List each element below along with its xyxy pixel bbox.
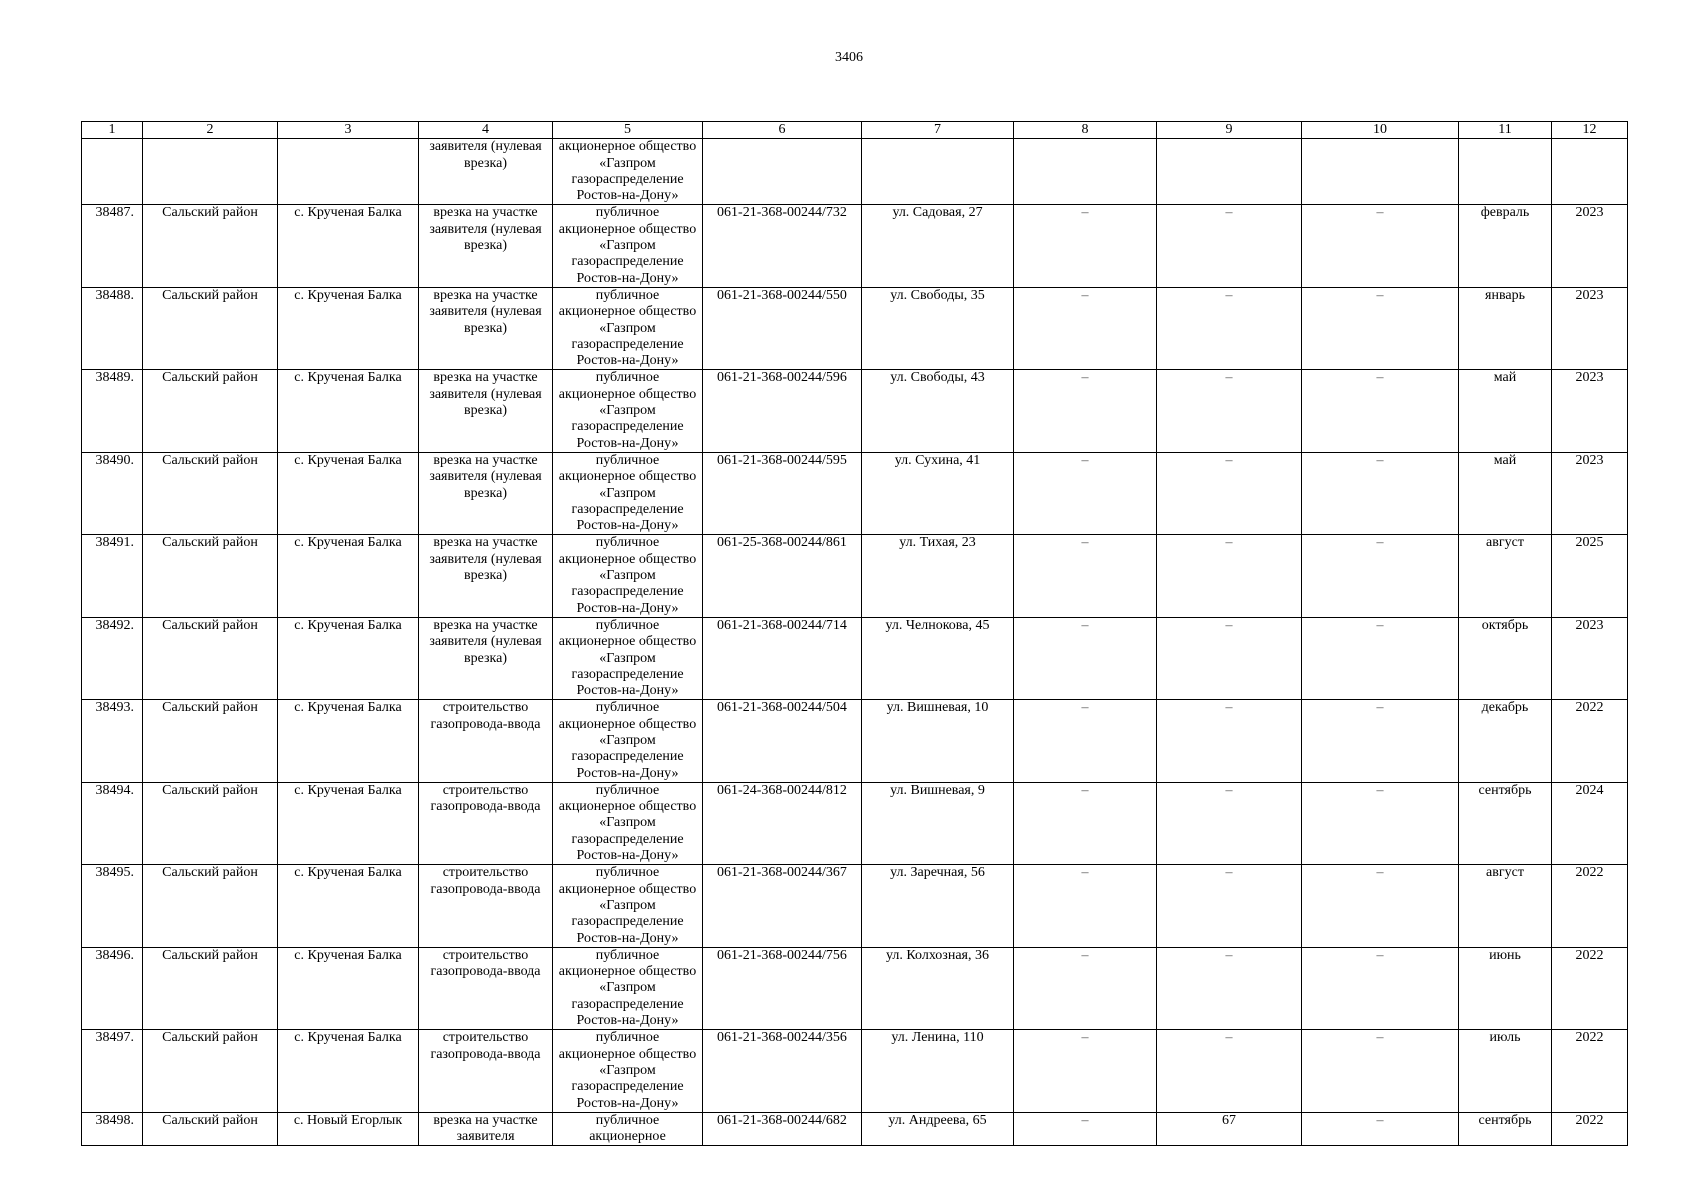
- cell-month: [1459, 139, 1552, 205]
- cell-work-type: врезка на участке заявителя: [419, 1112, 553, 1146]
- cell-col-9: –: [1157, 205, 1302, 287]
- cell-year: 2023: [1552, 452, 1628, 534]
- cell-year: 2023: [1552, 370, 1628, 452]
- cell-organization: акционерное общество «Газпром газораспределение Ростов-на-Дону»: [553, 139, 703, 205]
- cell-address: ул. Челнокова, 45: [862, 617, 1014, 699]
- cell-work-type: врезка на участке заявителя (нулевая врезка): [419, 617, 553, 699]
- cell-organization: публичное акционерное общество «Газпром газораспределение Ростов-на-Дону»: [553, 1030, 703, 1112]
- column-header-6: 6: [703, 122, 862, 139]
- cell-address: ул. Андреева, 65: [862, 1112, 1014, 1146]
- cell-col-8: –: [1014, 947, 1157, 1029]
- cell-year: 2022: [1552, 865, 1628, 947]
- table-row: [82, 287, 1628, 369]
- cell-row-number: 38492.: [82, 617, 143, 699]
- cell-col-8: –: [1014, 287, 1157, 369]
- cell-col-10: –: [1302, 1030, 1459, 1112]
- cell-contract-number: 061-21-368-00244/356: [703, 1030, 862, 1112]
- cell-col-8: –: [1014, 700, 1157, 782]
- cell-col-10: [1302, 139, 1459, 205]
- column-header-2: 2: [143, 122, 278, 139]
- cell-organization: публичное акционерное общество «Газпром газораспределение Ростов-на-Дону»: [553, 370, 703, 452]
- cell-address: ул. Колхозная, 36: [862, 947, 1014, 1029]
- cell-work-type: врезка на участке заявителя (нулевая врезка): [419, 287, 553, 369]
- cell-settlement: с. Крученая Балка: [278, 205, 419, 287]
- cell-month: июнь: [1459, 947, 1552, 1029]
- table-row: [82, 782, 1628, 864]
- cell-col-8: –: [1014, 865, 1157, 947]
- cell-work-type: строительство газопровода-ввода: [419, 782, 553, 864]
- cell-address: ул. Заречная, 56: [862, 865, 1014, 947]
- column-header-3: 3: [278, 122, 419, 139]
- cell-month: май: [1459, 452, 1552, 534]
- column-header-4: 4: [419, 122, 553, 139]
- cell-col-8: –: [1014, 617, 1157, 699]
- cell-col-9: –: [1157, 1030, 1302, 1112]
- cell-year: 2022: [1552, 1112, 1628, 1146]
- cell-col-9: –: [1157, 287, 1302, 369]
- cell-month: июль: [1459, 1030, 1552, 1112]
- cell-organization: публичное акционерное: [553, 1112, 703, 1146]
- table-row: [82, 617, 1628, 699]
- cell-organization: публичное акционерное общество «Газпром газораспределение Ростов-на-Дону»: [553, 617, 703, 699]
- column-header-8: 8: [1014, 122, 1157, 139]
- cell-settlement: с. Крученая Балка: [278, 370, 419, 452]
- cell-contract-number: 061-21-368-00244/504: [703, 700, 862, 782]
- cell-district: [143, 139, 278, 205]
- cell-district: Сальский район: [143, 782, 278, 864]
- cell-address: ул. Вишневая, 10: [862, 700, 1014, 782]
- cell-col-10: –: [1302, 947, 1459, 1029]
- cell-contract-number: 061-21-368-00244/732: [703, 205, 862, 287]
- cell-col-10: –: [1302, 782, 1459, 864]
- cell-col-9: –: [1157, 947, 1302, 1029]
- cell-col-8: –: [1014, 535, 1157, 617]
- cell-col-10: –: [1302, 700, 1459, 782]
- table-row: [82, 370, 1628, 452]
- cell-district: Сальский район: [143, 1112, 278, 1146]
- cell-month: декабрь: [1459, 700, 1552, 782]
- cell-settlement: с. Крученая Балка: [278, 782, 419, 864]
- cell-col-8: –: [1014, 782, 1157, 864]
- cell-row-number: [82, 139, 143, 205]
- cell-row-number: 38495.: [82, 865, 143, 947]
- cell-contract-number: 061-21-368-00244/756: [703, 947, 862, 1029]
- cell-month: август: [1459, 865, 1552, 947]
- cell-row-number: 38487.: [82, 205, 143, 287]
- cell-district: Сальский район: [143, 700, 278, 782]
- cell-col-8: –: [1014, 1030, 1157, 1112]
- cell-address: ул. Свободы, 43: [862, 370, 1014, 452]
- cell-work-type: строительство газопровода-ввода: [419, 947, 553, 1029]
- cell-col-10: –: [1302, 1112, 1459, 1146]
- page-number: 3406: [835, 50, 863, 65]
- cell-year: 2025: [1552, 535, 1628, 617]
- cell-col-8: –: [1014, 205, 1157, 287]
- cell-col-10: –: [1302, 205, 1459, 287]
- cell-month: октябрь: [1459, 617, 1552, 699]
- table-row: [82, 1030, 1628, 1112]
- cell-col-10: –: [1302, 452, 1459, 534]
- cell-settlement: с. Крученая Балка: [278, 452, 419, 534]
- cell-row-number: 38489.: [82, 370, 143, 452]
- cell-organization: публичное акционерное общество «Газпром газораспределение Ростов-на-Дону»: [553, 452, 703, 534]
- cell-month: август: [1459, 535, 1552, 617]
- cell-col-9: –: [1157, 535, 1302, 617]
- table-row: [82, 452, 1628, 534]
- cell-organization: публичное акционерное общество «Газпром газораспределение Ростов-на-Дону»: [553, 947, 703, 1029]
- column-header-1: 1: [82, 122, 143, 139]
- cell-address: ул. Сухина, 41: [862, 452, 1014, 534]
- column-header-5: 5: [553, 122, 703, 139]
- cell-col-10: –: [1302, 535, 1459, 617]
- cell-col-8: –: [1014, 370, 1157, 452]
- cell-district: Сальский район: [143, 287, 278, 369]
- cell-district: Сальский район: [143, 370, 278, 452]
- cell-col-9: –: [1157, 700, 1302, 782]
- cell-col-9: [1157, 139, 1302, 205]
- table-row: [82, 205, 1628, 287]
- header-row: [82, 122, 1628, 139]
- cell-month: февраль: [1459, 205, 1552, 287]
- cell-contract-number: 061-21-368-00244/367: [703, 865, 862, 947]
- column-header-12: 12: [1552, 122, 1628, 139]
- cell-organization: публичное акционерное общество «Газпром газораспределение Ростов-на-Дону»: [553, 700, 703, 782]
- cell-month: сентябрь: [1459, 1112, 1552, 1146]
- cell-settlement: с. Крученая Балка: [278, 865, 419, 947]
- cell-col-10: –: [1302, 617, 1459, 699]
- cell-address: [862, 139, 1014, 205]
- cell-settlement: с. Крученая Балка: [278, 287, 419, 369]
- cell-organization: публичное акционерное общество «Газпром газораспределение Ростов-на-Дону»: [553, 205, 703, 287]
- cell-address: ул. Ленина, 110: [862, 1030, 1014, 1112]
- column-header-7: 7: [862, 122, 1014, 139]
- cell-work-type: строительство газопровода-ввода: [419, 700, 553, 782]
- cell-col-9: –: [1157, 452, 1302, 534]
- cell-col-9: –: [1157, 370, 1302, 452]
- cell-organization: публичное акционерное общество «Газпром газораспределение Ростов-на-Дону»: [553, 535, 703, 617]
- cell-year: 2024: [1552, 782, 1628, 864]
- cell-work-type: строительство газопровода-ввода: [419, 1030, 553, 1112]
- cell-col-8: [1014, 139, 1157, 205]
- cell-contract-number: 061-21-368-00244/595: [703, 452, 862, 534]
- cell-district: Сальский район: [143, 535, 278, 617]
- cell-settlement: с. Новый Егорлык: [278, 1112, 419, 1146]
- cell-col-9: –: [1157, 782, 1302, 864]
- column-header-11: 11: [1459, 122, 1552, 139]
- table-row: [82, 865, 1628, 947]
- cell-district: Сальский район: [143, 865, 278, 947]
- cell-work-type: врезка на участке заявителя (нулевая врезка): [419, 535, 553, 617]
- cell-settlement: с. Крученая Балка: [278, 947, 419, 1029]
- cell-col-10: –: [1302, 287, 1459, 369]
- cell-col-8: –: [1014, 1112, 1157, 1146]
- cell-col-8: –: [1014, 452, 1157, 534]
- cell-work-type: строительство газопровода-ввода: [419, 865, 553, 947]
- cell-row-number: 38498.: [82, 1112, 143, 1146]
- cell-work-type: заявителя (нулевая врезка): [419, 139, 553, 205]
- cell-col-10: –: [1302, 865, 1459, 947]
- cell-col-10: –: [1302, 370, 1459, 452]
- cell-address: ул. Вишневая, 9: [862, 782, 1014, 864]
- cell-address: ул. Садовая, 27: [862, 205, 1014, 287]
- table-body: [82, 139, 1628, 1146]
- cell-contract-number: [703, 139, 862, 205]
- cell-year: 2022: [1552, 700, 1628, 782]
- cell-organization: публичное акционерное общество «Газпром газораспределение Ростов-на-Дону»: [553, 865, 703, 947]
- cell-year: 2022: [1552, 947, 1628, 1029]
- cell-year: 2022: [1552, 1030, 1628, 1112]
- column-header-10: 10: [1302, 122, 1459, 139]
- cell-settlement: с. Крученая Балка: [278, 535, 419, 617]
- cell-work-type: врезка на участке заявителя (нулевая врезка): [419, 205, 553, 287]
- cell-year: 2023: [1552, 205, 1628, 287]
- cell-month: май: [1459, 370, 1552, 452]
- cell-contract-number: 061-21-368-00244/714: [703, 617, 862, 699]
- cell-row-number: 38494.: [82, 782, 143, 864]
- cell-year: 2023: [1552, 617, 1628, 699]
- cell-row-number: 38493.: [82, 700, 143, 782]
- cell-organization: публичное акционерное общество «Газпром газораспределение Ростов-на-Дону»: [553, 782, 703, 864]
- cell-row-number: 38490.: [82, 452, 143, 534]
- cell-district: Сальский район: [143, 1030, 278, 1112]
- cell-row-number: 38497.: [82, 1030, 143, 1112]
- cell-contract-number: 061-25-368-00244/861: [703, 535, 862, 617]
- cell-month: сентябрь: [1459, 782, 1552, 864]
- table-row: [82, 1112, 1628, 1146]
- table-row: [82, 700, 1628, 782]
- cell-work-type: врезка на участке заявителя (нулевая врезка): [419, 452, 553, 534]
- cell-district: Сальский район: [143, 452, 278, 534]
- cell-year: [1552, 139, 1628, 205]
- cell-address: ул. Свободы, 35: [862, 287, 1014, 369]
- column-header-9: 9: [1157, 122, 1302, 139]
- cell-district: Сальский район: [143, 947, 278, 1029]
- cell-row-number: 38496.: [82, 947, 143, 1029]
- cell-settlement: с. Крученая Балка: [278, 700, 419, 782]
- cell-col-9: 67: [1157, 1112, 1302, 1146]
- cell-settlement: с. Крученая Балка: [278, 617, 419, 699]
- cell-contract-number: 061-21-368-00244/596: [703, 370, 862, 452]
- cell-contract-number: 061-21-368-00244/550: [703, 287, 862, 369]
- table-row: [82, 535, 1628, 617]
- cell-col-9: –: [1157, 617, 1302, 699]
- cell-row-number: 38491.: [82, 535, 143, 617]
- cell-district: Сальский район: [143, 205, 278, 287]
- cell-row-number: 38488.: [82, 287, 143, 369]
- cell-year: 2023: [1552, 287, 1628, 369]
- cell-organization: публичное акционерное общество «Газпром газораспределение Ростов-на-Дону»: [553, 287, 703, 369]
- table-row: [82, 139, 1628, 205]
- cell-contract-number: 061-21-368-00244/682: [703, 1112, 862, 1146]
- gas-connection-table: [81, 121, 1628, 1146]
- cell-district: Сальский район: [143, 617, 278, 699]
- cell-settlement: с. Крученая Балка: [278, 1030, 419, 1112]
- cell-contract-number: 061-24-368-00244/812: [703, 782, 862, 864]
- cell-work-type: врезка на участке заявителя (нулевая врезка): [419, 370, 553, 452]
- cell-address: ул. Тихая, 23: [862, 535, 1014, 617]
- cell-settlement: [278, 139, 419, 205]
- table-row: [82, 947, 1628, 1029]
- cell-month: январь: [1459, 287, 1552, 369]
- cell-col-9: –: [1157, 865, 1302, 947]
